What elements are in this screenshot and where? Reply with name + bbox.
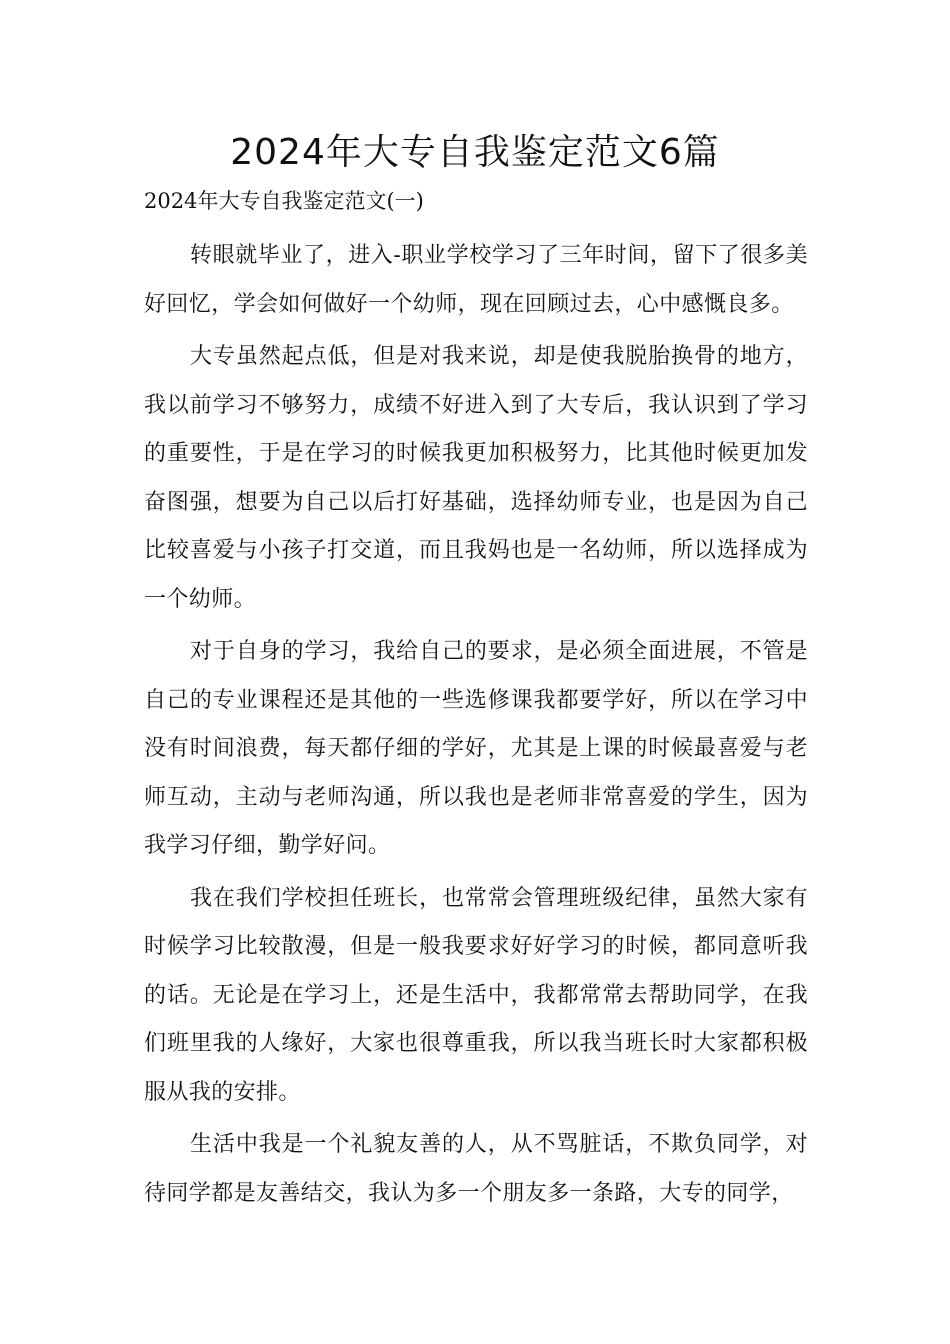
document-body — [144, 232, 808, 1222]
document-title: 2024年大专自我鉴定范文6篇 — [230, 132, 720, 173]
paragraph-5: 生活中我是一个礼貌友善的人，从不骂脏话，不欺负同学，对待同学都是友善结交，我认为多一个朋友多一条路，大专的同学， — [144, 1132, 808, 1206]
paragraph-3: 对于自身的学习，我给自己的要求，是必须全面进展，不管是自己的专业课程还是其他的一些选修课我都要学好，所以在学习中没有时间浪费，每天都仔细的学好，尤其是上课的时候最喜爱与老师互动，主动与老师沟通，所以我也是老师非常喜爱的学生，因为我学习仔细，勤学好问。 — [144, 639, 808, 858]
paragraph-4: 我在我们学校担任班长，也常常会管理班级纪律，虽然大家有时候学习比较散漫，但是一般我要求好好学习的时候，都同意听我的话。无论是在学习上，还是生活中，我都常常去帮助同学，在我们班里我的人缘好，大家也很尊重我，所以我当班长时大家都积极服从我的安排。 — [144, 885, 808, 1105]
paragraph-1: 转眼就毕业了，进入-职业学校学习了三年时间，留下了很多美好回忆，学会如何做好一个幼师，现在回顾过去，心中感慨良多。 — [144, 243, 808, 317]
section-subtitle: 2024年大专自我鉴定范文(一) — [144, 189, 424, 213]
paragraph-2: 大专虽然起点低，但是对我来说，却是使我脱胎换骨的地方，我以前学习不够努力，成绩不好进入到了大专后，我认识到了学习的重要性，于是在学习的时候我更加积极努力，比其他时候更加发奋图强，想要为自己以后打好基础，选择幼师专业，也是因为自己比较喜爱与小孩子打交道，而且我妈也是一名幼师，所以选择成为一个幼师。 — [144, 344, 808, 612]
